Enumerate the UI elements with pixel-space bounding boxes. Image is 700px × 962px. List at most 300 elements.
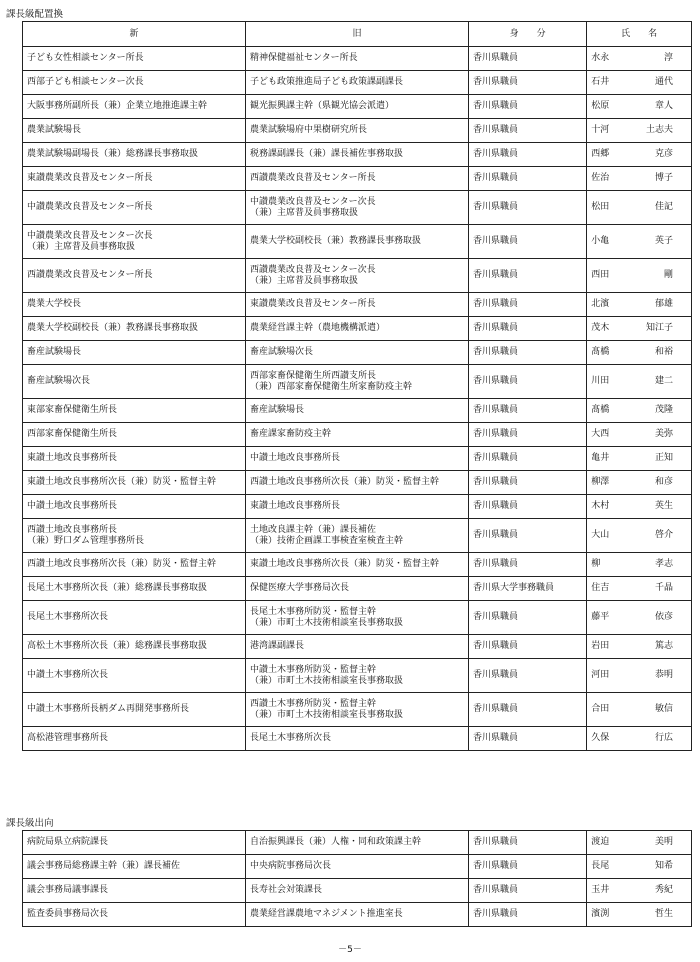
new-post-cell-line: （兼）野口ダム管理事務所長	[27, 535, 145, 546]
table-row	[23, 519, 692, 553]
header-status: 身 分	[468, 22, 586, 47]
person-name	[591, 670, 687, 681]
old-post-cell-line: 西讃土地改良事務所次長（兼）防災・監督主幹	[249, 477, 439, 487]
given-name: 茂隆	[654, 405, 673, 415]
table-row	[23, 191, 692, 225]
old-post-cell-line: 自治振興課長（兼）人権・同和政策課主幹	[249, 837, 421, 847]
table-row	[23, 727, 692, 751]
status-cell: 香川県職員	[468, 495, 586, 519]
old-post-cell	[245, 601, 468, 635]
status-cell: 香川県職員	[468, 365, 586, 399]
given-name: 英子	[654, 236, 673, 246]
status-cell: 香川県職員	[468, 635, 586, 659]
status-cell: 香川県職員	[468, 553, 586, 577]
given-name: 土志夫	[645, 125, 673, 135]
surname: 髙橋	[591, 405, 610, 415]
table-header-row	[23, 22, 692, 47]
status-cell: 香川県職員	[468, 727, 586, 751]
name-cell	[587, 293, 692, 317]
header-name: 氏 名	[587, 22, 692, 47]
old-post-cell-line: 西部家畜保健衛生所西讃支所長	[249, 370, 376, 381]
table-row	[23, 167, 692, 191]
status-cell: 香川県職員	[468, 903, 586, 927]
status-cell: 香川県職員	[468, 167, 586, 191]
old-post-cell-line: 農業経営課主幹（農地機構派遣）	[249, 323, 385, 333]
surname: 長尾	[591, 861, 610, 871]
surname: 西郷	[591, 149, 610, 159]
new-post-cell	[23, 47, 246, 71]
old-post-cell	[245, 577, 468, 601]
person-name	[591, 77, 687, 88]
status-cell: 香川県職員	[468, 95, 586, 119]
table-row	[23, 365, 692, 399]
surname: 十河	[591, 125, 610, 135]
new-post-cell-line: 西讃土地改良事務所次長（兼）防災・監督主幹	[27, 559, 217, 569]
old-post-cell-line: 西讃農業改良普及センター所長	[249, 173, 376, 183]
surname: 松田	[591, 202, 610, 212]
person-name	[591, 270, 687, 281]
surname: 住吉	[591, 583, 610, 593]
given-name: 和彦	[654, 477, 673, 487]
given-name: 英生	[654, 501, 673, 511]
old-post-cell-line: 中讃土木事務所防災・監督主幹	[249, 664, 376, 675]
table-row	[23, 341, 692, 365]
table-row	[23, 259, 692, 293]
given-name: 孝志	[654, 559, 673, 569]
name-cell	[587, 71, 692, 95]
given-name: 佳記	[654, 202, 673, 212]
new-post-cell	[23, 143, 246, 167]
new-post-cell-line: 農業試験場長	[27, 125, 82, 135]
new-post-cell	[23, 423, 246, 447]
name-cell	[587, 167, 692, 191]
person-name	[591, 53, 687, 64]
new-post-cell	[23, 293, 246, 317]
old-post-cell-line: （兼）市町土木技術相談室長事務取扱	[249, 709, 403, 720]
given-name: 敏信	[654, 704, 673, 714]
new-post-cell-line: 長尾土木事務所次長（兼）総務課長事務取扱	[27, 583, 208, 593]
given-name: 美弥	[654, 429, 673, 439]
name-cell	[587, 879, 692, 903]
new-post-cell-line: 東讃土地改良事務所次長（兼）防災・監督主幹	[27, 477, 217, 487]
old-post-cell	[245, 191, 468, 225]
old-post-cell	[245, 879, 468, 903]
surname: 髙橋	[591, 347, 610, 357]
new-post-cell	[23, 259, 246, 293]
old-post-cell	[245, 167, 468, 191]
new-post-cell	[23, 553, 246, 577]
name-cell	[587, 119, 692, 143]
new-post-cell-line: 中讃農業改良普及センター次長	[27, 230, 153, 241]
page-number: －5－	[338, 945, 362, 955]
table-row	[23, 855, 692, 879]
person-name	[591, 429, 687, 440]
new-post-cell	[23, 727, 246, 751]
person-name	[591, 376, 687, 387]
new-post-cell-line: 高松土木事務所次長（兼）総務課長事務取扱	[27, 641, 208, 651]
new-post-cell-line: 農業試験場副場長（兼）総務課長事務取扱	[27, 149, 199, 159]
old-post-cell-line: （兼）市町土木技術相談室長事務取扱	[249, 617, 403, 628]
table-row	[23, 225, 692, 259]
status-cell: 香川県職員	[468, 519, 586, 553]
person-name	[591, 477, 687, 488]
new-post-cell	[23, 95, 246, 119]
new-post-cell-line: 農業大学校長	[27, 299, 82, 309]
person-name	[591, 641, 687, 652]
new-post-cell	[23, 71, 246, 95]
table-row	[23, 47, 692, 71]
new-post-cell-line: 中讃土木事務所長柄ダム再開発事務所長	[27, 704, 190, 714]
new-post-cell	[23, 495, 246, 519]
new-post-cell-line: 子ども女性相談センター所長	[27, 53, 144, 63]
table-row	[23, 879, 692, 903]
table-row	[23, 447, 692, 471]
given-name: 千晶	[654, 583, 673, 593]
status-cell: 香川県職員	[468, 47, 586, 71]
status-cell: 香川県職員	[468, 293, 586, 317]
old-post-cell-line: 保健医療大学事務局次長	[249, 583, 349, 593]
name-cell	[587, 47, 692, 71]
old-post-cell	[245, 365, 468, 399]
person-name	[591, 885, 687, 896]
secondment-table	[22, 830, 692, 927]
surname: 渡迫	[591, 837, 610, 847]
given-name: 淳	[663, 53, 673, 63]
person-name	[591, 323, 687, 334]
table-row	[23, 423, 692, 447]
old-post-cell	[245, 225, 468, 259]
table-row	[23, 293, 692, 317]
table-row	[23, 143, 692, 167]
surname: 大西	[591, 429, 610, 439]
name-cell	[587, 495, 692, 519]
old-post-cell	[245, 727, 468, 751]
new-post-cell	[23, 831, 246, 855]
table-row	[23, 831, 692, 855]
old-post-cell-line: 長寿社会対策課長	[249, 885, 322, 895]
old-post-cell	[245, 635, 468, 659]
old-post-cell-line: 長尾土木事務所次長	[249, 733, 331, 743]
new-post-cell	[23, 119, 246, 143]
old-post-cell-line: 東讃土地改良事務所次長（兼）防災・監督主幹	[249, 559, 439, 569]
old-post-cell-line: 中讃農業改良普及センター次長	[249, 196, 376, 207]
person-name	[591, 501, 687, 512]
surname: 岩田	[591, 641, 610, 651]
old-post-cell-line: 精神保健福祉センター所長	[249, 53, 358, 63]
status-cell: 香川県職員	[468, 423, 586, 447]
status-cell: 香川県職員	[468, 879, 586, 903]
surname: 久保	[591, 733, 610, 743]
new-post-cell	[23, 601, 246, 635]
new-post-cell-line: 長尾土木事務所次長	[27, 612, 109, 622]
table-row	[23, 577, 692, 601]
new-post-cell-line: 監査委員事務局次長	[27, 909, 109, 919]
surname: 松原	[591, 101, 610, 111]
old-post-cell	[245, 693, 468, 727]
given-name: 建二	[654, 376, 673, 386]
name-cell	[587, 95, 692, 119]
given-name: 哲生	[654, 909, 673, 919]
new-post-cell	[23, 365, 246, 399]
given-name: 章人	[654, 101, 673, 111]
old-post-cell-line: 西讃土木事務所防災・監督主幹	[249, 698, 376, 709]
old-post-cell-line: 土地改良課主幹（兼）課長補佐	[249, 524, 376, 535]
name-cell	[587, 259, 692, 293]
table-row	[23, 693, 692, 727]
given-name: 美明	[654, 837, 673, 847]
new-post-cell	[23, 855, 246, 879]
new-post-cell	[23, 399, 246, 423]
given-name: 知希	[654, 861, 673, 871]
old-post-cell-line: 中央病院事務局次長	[249, 861, 331, 871]
given-name: 秀紀	[654, 885, 673, 895]
surname: 合田	[591, 704, 610, 714]
surname: 佐治	[591, 173, 610, 183]
name-cell	[587, 143, 692, 167]
section-title-secondments: 課長級出向	[6, 818, 54, 829]
new-post-cell-line: 畜産試験場次長	[27, 376, 91, 386]
surname: 川田	[591, 376, 610, 386]
name-cell	[587, 831, 692, 855]
table-row	[23, 95, 692, 119]
new-post-cell-line: 東讃農業改良普及センター所長	[27, 173, 153, 183]
new-post-cell-line: 畜産試験場長	[27, 347, 82, 357]
surname: 藤平	[591, 612, 610, 622]
old-post-cell-line: 畜産試験場長	[249, 405, 304, 415]
name-cell	[587, 903, 692, 927]
old-post-cell-line: 観光振興課主幹（県観光協会派遣）	[249, 101, 394, 111]
table-row	[23, 659, 692, 693]
new-post-cell	[23, 879, 246, 903]
given-name: 和裕	[654, 347, 673, 357]
old-post-cell-line: 農業大学校副校長（兼）教務課長事務取扱	[249, 236, 421, 246]
person-name	[591, 612, 687, 623]
person-name	[591, 453, 687, 464]
new-post-cell	[23, 903, 246, 927]
surname: 石井	[591, 77, 610, 87]
new-post-cell	[23, 635, 246, 659]
surname: 亀井	[591, 453, 610, 463]
status-cell: 香川県職員	[468, 143, 586, 167]
status-cell: 香川県職員	[468, 317, 586, 341]
person-name	[591, 559, 687, 570]
new-post-cell-line: 西部家畜保健衛生所長	[27, 429, 118, 439]
new-post-cell-line: 東部家畜保健衛生所長	[27, 405, 118, 415]
surname: 木村	[591, 501, 610, 511]
name-cell	[587, 399, 692, 423]
new-post-cell-line: 農業大学校副校長（兼）教務課長事務取扱	[27, 323, 199, 333]
old-post-cell	[245, 293, 468, 317]
new-post-cell-line: 東讃土地改良事務所長	[27, 453, 118, 463]
name-cell	[587, 423, 692, 447]
given-name: 博子	[654, 173, 673, 183]
name-cell	[587, 635, 692, 659]
name-cell	[587, 191, 692, 225]
surname: 濱渕	[591, 909, 610, 919]
status-cell: 香川県職員	[468, 225, 586, 259]
status-cell: 香川県職員	[468, 119, 586, 143]
old-post-cell-line: 長尾土木事務所防災・監督主幹	[249, 606, 376, 617]
old-post-cell	[245, 423, 468, 447]
old-post-cell-line: 中讃土地改良事務所長	[249, 453, 340, 463]
given-name: 依彦	[654, 612, 673, 622]
status-cell: 香川県職員	[468, 601, 586, 635]
old-post-cell	[245, 317, 468, 341]
status-cell: 香川県職員	[468, 659, 586, 693]
person-name	[591, 733, 687, 744]
name-cell	[587, 225, 692, 259]
new-post-cell-line: 中讃農業改良普及センター所長	[27, 202, 153, 212]
person-name	[591, 299, 687, 310]
person-name	[591, 704, 687, 715]
new-post-cell-line: 病院局県立病院課長	[27, 837, 109, 847]
table-row	[23, 553, 692, 577]
name-cell	[587, 553, 692, 577]
given-name: 篤志	[654, 641, 673, 651]
person-name	[591, 861, 687, 872]
table-row	[23, 635, 692, 659]
status-cell: 香川県職員	[468, 259, 586, 293]
name-cell	[587, 317, 692, 341]
given-name: 剛	[663, 270, 673, 280]
new-post-cell-line: 西讃土地改良事務所長	[27, 524, 118, 535]
old-post-cell-line: （兼）主席普及員事務取扱	[249, 207, 358, 218]
name-cell	[587, 601, 692, 635]
old-post-cell-line: （兼）主席普及員事務取扱	[249, 275, 358, 286]
person-name	[591, 236, 687, 247]
person-name	[591, 125, 687, 136]
name-cell	[587, 577, 692, 601]
name-cell	[587, 727, 692, 751]
old-post-cell-line: 港湾課副課長	[249, 641, 304, 651]
old-post-cell	[245, 399, 468, 423]
status-cell: 香川県職員	[468, 341, 586, 365]
old-post-cell-line: 畜産課家畜防疫主幹	[249, 429, 331, 439]
given-name: 啓介	[654, 530, 673, 540]
table-row	[23, 601, 692, 635]
given-name: 正知	[654, 453, 673, 463]
old-post-cell	[245, 95, 468, 119]
person-name	[591, 347, 687, 358]
surname: 大山	[591, 530, 610, 540]
old-post-cell	[245, 855, 468, 879]
old-post-cell	[245, 471, 468, 495]
old-post-cell	[245, 903, 468, 927]
person-name	[591, 530, 687, 541]
new-post-cell	[23, 447, 246, 471]
new-post-cell	[23, 191, 246, 225]
new-post-cell-line: 議会事務局総務課主幹（兼）課長補佐	[27, 861, 181, 871]
surname: 水永	[591, 53, 610, 63]
old-post-cell	[245, 831, 468, 855]
new-post-cell-line: 西部子ども相談センター次長	[27, 77, 144, 87]
new-post-cell-line: 中讃土木事務所次長	[27, 670, 109, 680]
transfer-table	[22, 21, 692, 751]
surname: 河田	[591, 670, 610, 680]
surname: 柳澤	[591, 477, 610, 487]
old-post-cell-line: （兼）西部家畜保健衛生所家畜防疫主幹	[249, 381, 412, 392]
new-post-cell	[23, 341, 246, 365]
given-name: 克彦	[654, 149, 673, 159]
old-post-cell-line: 子ども政策推進局子ども政策課副課長	[249, 77, 403, 87]
given-name: 知江子	[645, 323, 673, 333]
person-name	[591, 405, 687, 416]
status-cell: 香川県職員	[468, 191, 586, 225]
table-row	[23, 119, 692, 143]
header-new: 新	[23, 22, 246, 47]
name-cell	[587, 341, 692, 365]
old-post-cell-line: 東讃農業改良普及センター所長	[249, 299, 376, 309]
old-post-cell	[245, 143, 468, 167]
section-title-transfers: 課長級配置換	[6, 9, 64, 20]
table-row	[23, 495, 692, 519]
old-post-cell-line: 税務課副課長（兼）課長補佐事務取扱	[249, 149, 403, 159]
status-cell: 香川県職員	[468, 855, 586, 879]
name-cell	[587, 693, 692, 727]
table-row	[23, 317, 692, 341]
surname: 柳	[591, 559, 601, 569]
new-post-cell	[23, 693, 246, 727]
person-name	[591, 909, 687, 920]
table-row	[23, 903, 692, 927]
old-post-cell	[245, 47, 468, 71]
name-cell	[587, 519, 692, 553]
person-name	[591, 101, 687, 112]
table-row	[23, 471, 692, 495]
person-name	[591, 149, 687, 160]
old-post-cell-line: （兼）技術企画課工事検査室検査主幹	[249, 535, 403, 546]
old-post-cell	[245, 341, 468, 365]
new-post-cell	[23, 577, 246, 601]
given-name: 通代	[654, 77, 673, 87]
surname: 北濱	[591, 299, 610, 309]
given-name: 郁雄	[654, 299, 673, 309]
given-name: 行広	[654, 733, 673, 743]
new-post-cell	[23, 471, 246, 495]
old-post-cell-line: 農業試験場府中果樹研究所長	[249, 125, 367, 135]
status-cell: 香川県職員	[468, 399, 586, 423]
new-post-cell	[23, 167, 246, 191]
table-row	[23, 71, 692, 95]
old-post-cell-line: 東讃土地改良事務所長	[249, 501, 340, 511]
new-post-cell	[23, 659, 246, 693]
old-post-cell	[245, 519, 468, 553]
person-name	[591, 202, 687, 213]
new-post-cell	[23, 317, 246, 341]
given-name: 恭明	[654, 670, 673, 680]
table-row	[23, 399, 692, 423]
new-post-cell-line: 議会事務局議事課長	[27, 885, 109, 895]
person-name	[591, 173, 687, 184]
old-post-cell-line: 西讃農業改良普及センター次長	[249, 264, 376, 275]
old-post-cell	[245, 447, 468, 471]
header-old: 旧	[245, 22, 468, 47]
new-post-cell-line: 中讃土地改良事務所長	[27, 501, 118, 511]
new-post-cell	[23, 519, 246, 553]
new-post-cell-line: 大阪事務所副所長（兼）企業立地推進課主幹	[27, 101, 208, 111]
status-cell: 香川県職員	[468, 71, 586, 95]
status-cell: 香川県大学事務職員	[468, 577, 586, 601]
status-cell: 香川県職員	[468, 693, 586, 727]
new-post-cell	[23, 225, 246, 259]
status-cell: 香川県職員	[468, 831, 586, 855]
name-cell	[587, 855, 692, 879]
person-name	[591, 837, 687, 848]
name-cell	[587, 447, 692, 471]
name-cell	[587, 365, 692, 399]
name-cell	[587, 659, 692, 693]
new-post-cell-line: 西讃農業改良普及センター所長	[27, 270, 153, 280]
